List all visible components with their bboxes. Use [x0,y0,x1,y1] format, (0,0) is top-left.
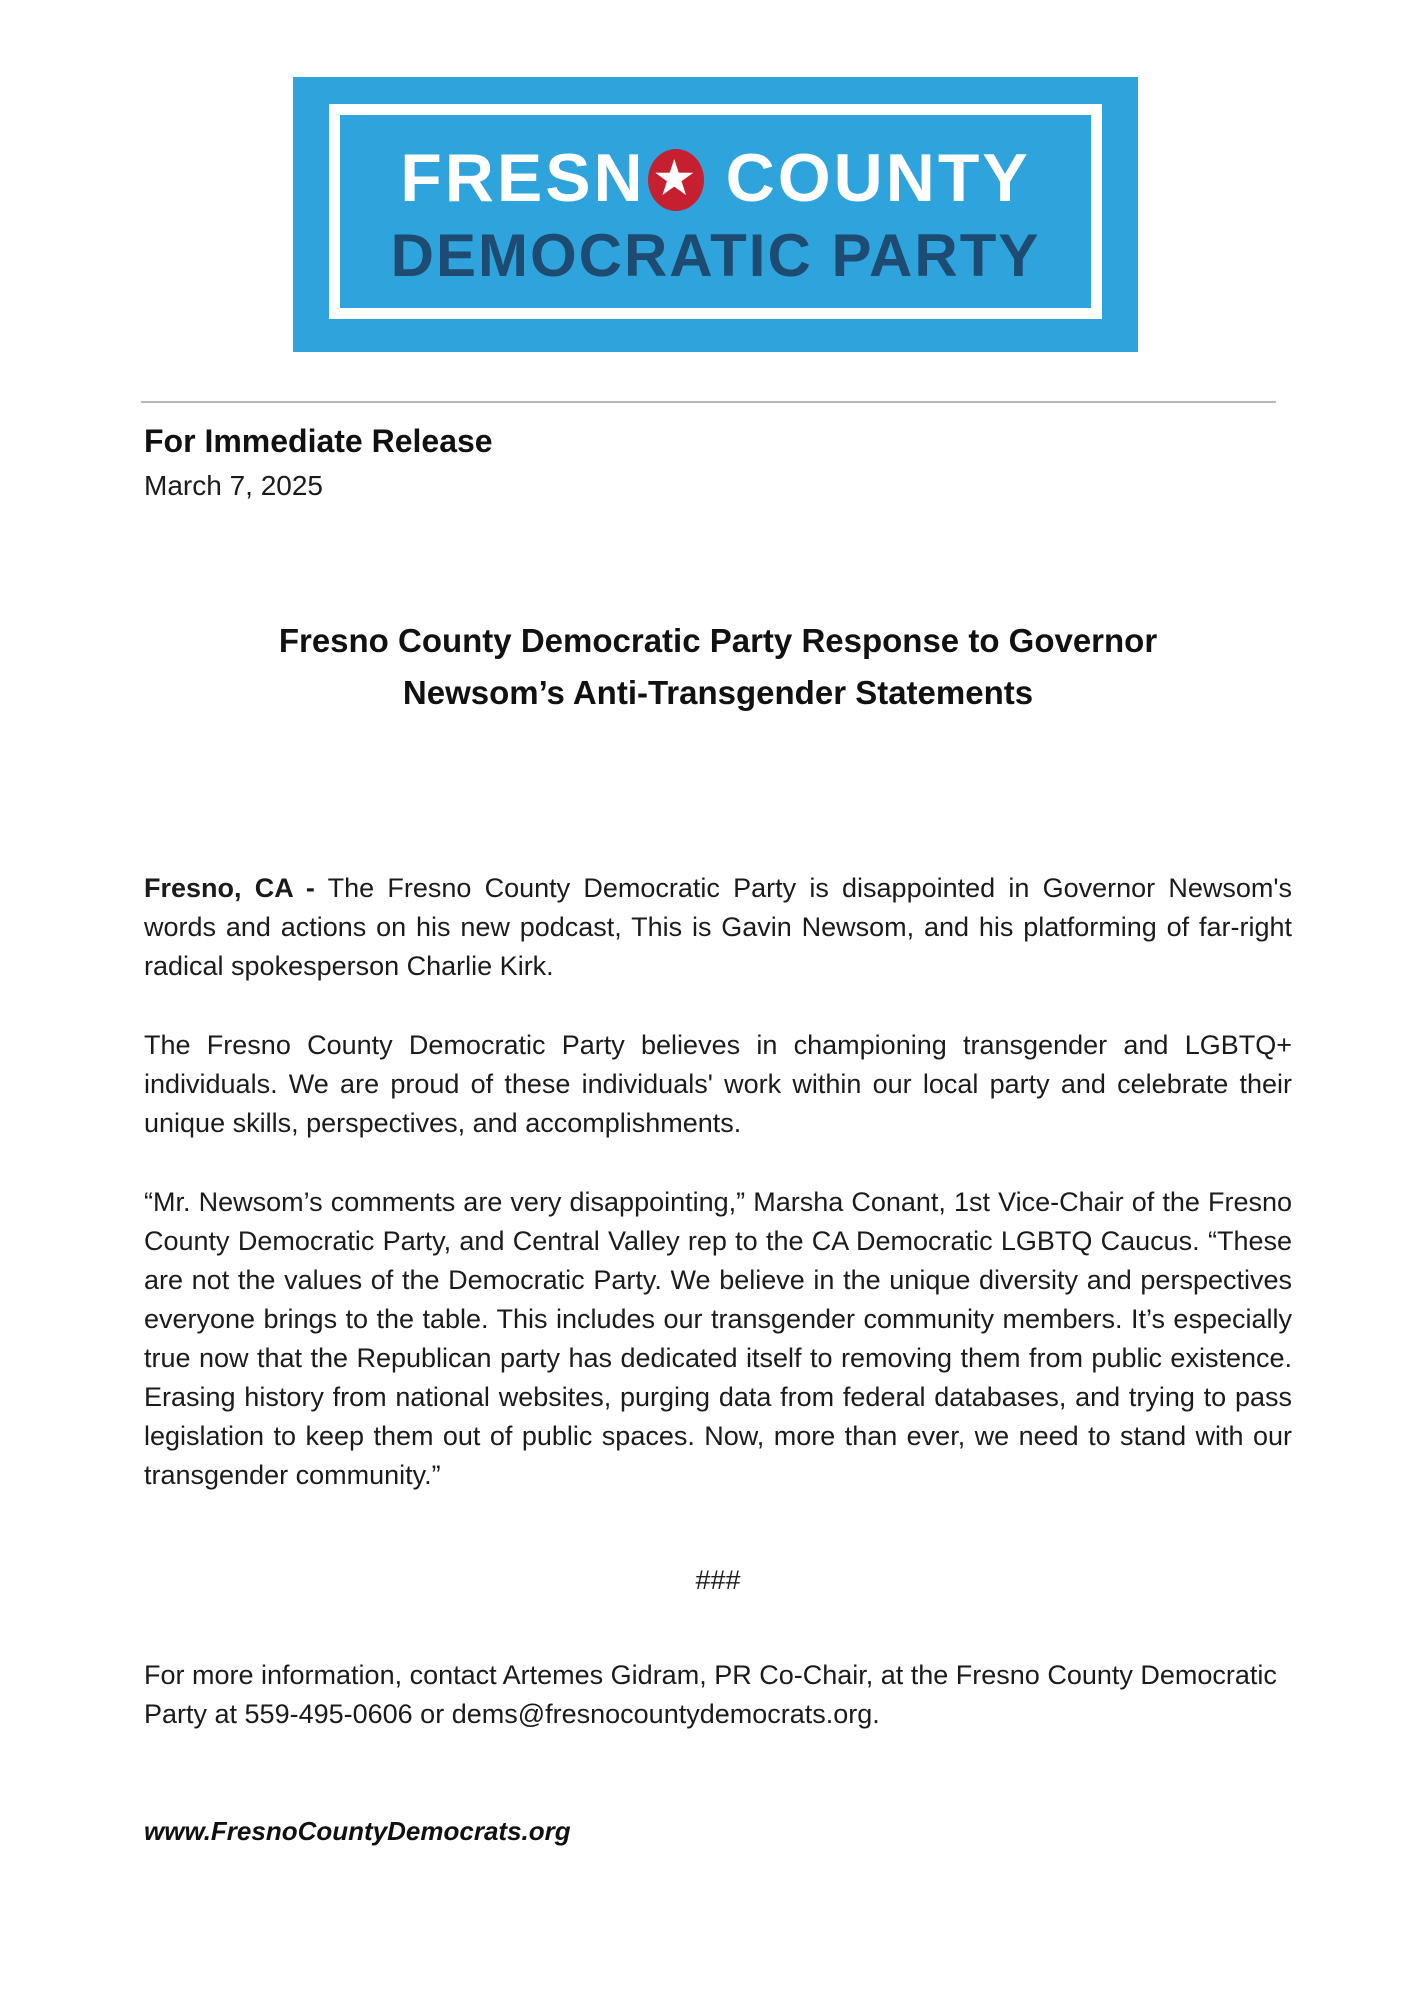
release-date: March 7, 2025 [144,470,323,501]
paragraph-lede [144,869,1292,986]
logo-text-fresn: FRESN [400,139,646,216]
title-line2: Newsom’s Anti-Transgender Statements [402,674,1034,711]
logo-text-county: COUNTY [725,139,1031,216]
star-glyph: ★ [654,153,697,203]
footer-website-url: www.FresnoCountyDemocrats.org [144,1816,571,1846]
party-logo [293,77,1138,352]
paragraph-quote: “Mr. Newsom’s comments are very disappointing,” Marsha Conant, 1st Vice-Chair of the Fresno County Democratic Party, and Central Valley rep to the CA Democratic LGBTQ Caucus. “These are not the values of the Democratic Party. We believe in the unique diversity and perspectives everyone brings to the table. This includes our transgender community members. It’s especially true now that the Republican party has dedicated itself to removing them from public existence. Erasing history from national websites, purging data from federal databases, and trying to pass legislation to keep them out of public spaces. Now, more than ever, we need to stand with our transgender community.” [144,1187,1292,1490]
contact-info: For more information, contact Artemes Gidram, PR Co-Chair, at the Fresno County Democratic Party at 559-495-0606 or dems@fresnocountydemocrats.org. [144,1660,1277,1729]
body-copy [144,869,1292,1734]
release-label: For Immediate Release [144,423,493,459]
document-title [144,615,1292,719]
end-separator: ### [695,1565,741,1595]
horizontal-divider [141,401,1276,403]
star-icon [648,149,704,211]
dateline: Fresno, CA - [144,873,315,903]
paragraph-values: The Fresno County Democratic Party believes in championing transgender and LGBTQ+ individuals. We are proud of these individuals' work within our local party and celebrate their unique skills, perspectives, and accomplishments. [144,1030,1292,1138]
logo-line2: DEMOCRATIC PARTY [390,221,1041,289]
paragraph-lede-text: The Fresno County Democratic Party is disappointed in Governor Newsom's words and actions on his new podcast, This is Gavin Newsom, and his platforming of far-right radical spokesperson Charlie Kirk. [144,873,1292,981]
logo-line1 [400,139,1031,216]
title-line1: Fresno County Democratic Party Response to Governor [278,622,1158,659]
